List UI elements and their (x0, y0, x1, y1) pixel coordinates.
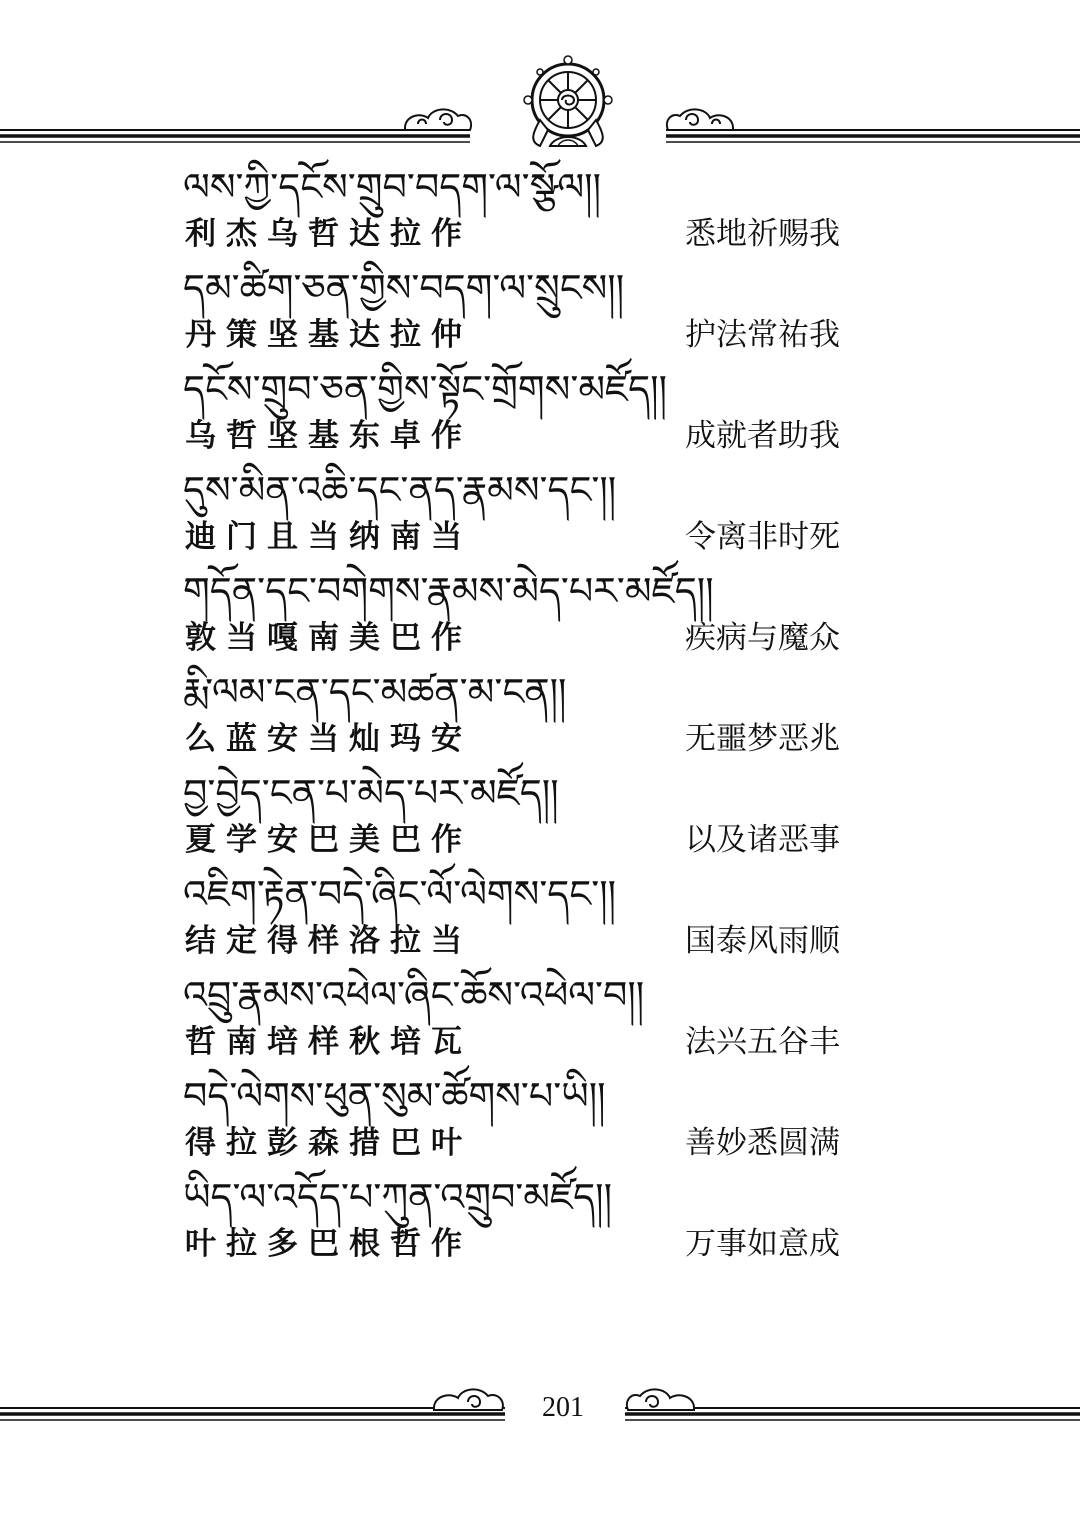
tibetan-line: བདེ་ལེགས་ཕུན་སུམ་ཚོགས་པ་ཡི།། (183, 1074, 606, 1118)
header-ornament (0, 50, 1080, 160)
verse (183, 665, 883, 766)
verse-list (183, 160, 883, 1271)
tibetan-line: བྱ་བྱེད་ངན་པ་མེད་པར་མཛོད།། (183, 771, 559, 815)
chinese-translation: 善妙悉圆满 (685, 1125, 840, 1161)
tibetan-line: ལས་ཀྱི་དངོས་གྲུབ་བདག་ལ་སྩོལ།། (183, 165, 602, 209)
tibetan-line: དམ་ཚིག་ཅན་གྱིས་བདག་ལ་སྲུངས།། (183, 266, 625, 310)
verse (183, 261, 883, 362)
transliteration-line: 利杰乌哲达拉作 (185, 216, 472, 252)
page-number: 201 (542, 1392, 584, 1423)
chinese-translation: 令离非时死 (685, 519, 840, 555)
chinese-translation: 护法常祐我 (685, 317, 840, 353)
footer (0, 1380, 1080, 1440)
dharma-wheel-header-icon (0, 50, 1080, 160)
verse (183, 160, 883, 261)
verse (183, 362, 883, 463)
chinese-translation: 无噩梦恶兆 (685, 721, 840, 757)
transliteration-line: 么蓝安当灿玛安 (185, 721, 472, 757)
tibetan-line: ཡིད་ལ་འདོད་པ་ཀུན་འགྲུབ་མཛོད།། (183, 1175, 613, 1219)
transliteration-line: 哲南培样秋培瓦 (185, 1024, 472, 1060)
tibetan-line: དུས་མིན་འཆི་དང་ནད་རྣམས་དང་།། (183, 468, 617, 512)
verse (183, 867, 883, 968)
tibetan-line: རྨི་ལམ་ངན་དང་མཚན་མ་ངན།། (183, 670, 567, 714)
verse (183, 1170, 883, 1271)
tibetan-line: དངོས་གྲུབ་ཅན་གྱིས་སྟོང་གྲོགས་མཛོད།། (183, 367, 668, 411)
verse (183, 1069, 883, 1170)
chinese-translation: 法兴五谷丰 (685, 1024, 840, 1060)
chinese-translation: 疾病与魔众 (685, 620, 840, 656)
verse (183, 968, 883, 1069)
transliteration-line: 得拉彭森措巴叶 (185, 1125, 472, 1161)
transliteration-line: 结定得样洛拉当 (185, 923, 472, 959)
tibetan-line: གདོན་དང་བགེགས་རྣམས་མེད་པར་མཛོད།། (183, 569, 714, 613)
transliteration-line: 丹策坚基达拉仲 (185, 317, 472, 353)
chinese-translation: 以及诸恶事 (685, 822, 840, 858)
chinese-translation: 成就者助我 (685, 418, 840, 454)
chinese-translation: 国泰风雨顺 (685, 923, 840, 959)
transliteration-line: 夏学安巴美巴作 (185, 822, 472, 858)
tibetan-line: འབྲུ་རྣམས་འཕེལ་ཞིང་ཆོས་འཕེལ་བ།། (183, 973, 645, 1017)
verse (183, 766, 883, 867)
transliteration-line: 叶拉多巴根哲作 (185, 1226, 472, 1262)
transliteration-line: 迪门且当纳南当 (185, 519, 472, 555)
verse (183, 463, 883, 564)
tibetan-line: འཇིག་རྟེན་བདེ་ཞིང་ལོ་ལེགས་དང་།། (183, 872, 617, 916)
chinese-translation: 万事如意成 (685, 1226, 840, 1262)
chinese-translation: 悉地祈赐我 (685, 216, 840, 252)
transliteration-line: 乌哲坚基东卓作 (185, 418, 472, 454)
verse (183, 564, 883, 665)
transliteration-line: 敦当嘎南美巴作 (185, 620, 472, 656)
